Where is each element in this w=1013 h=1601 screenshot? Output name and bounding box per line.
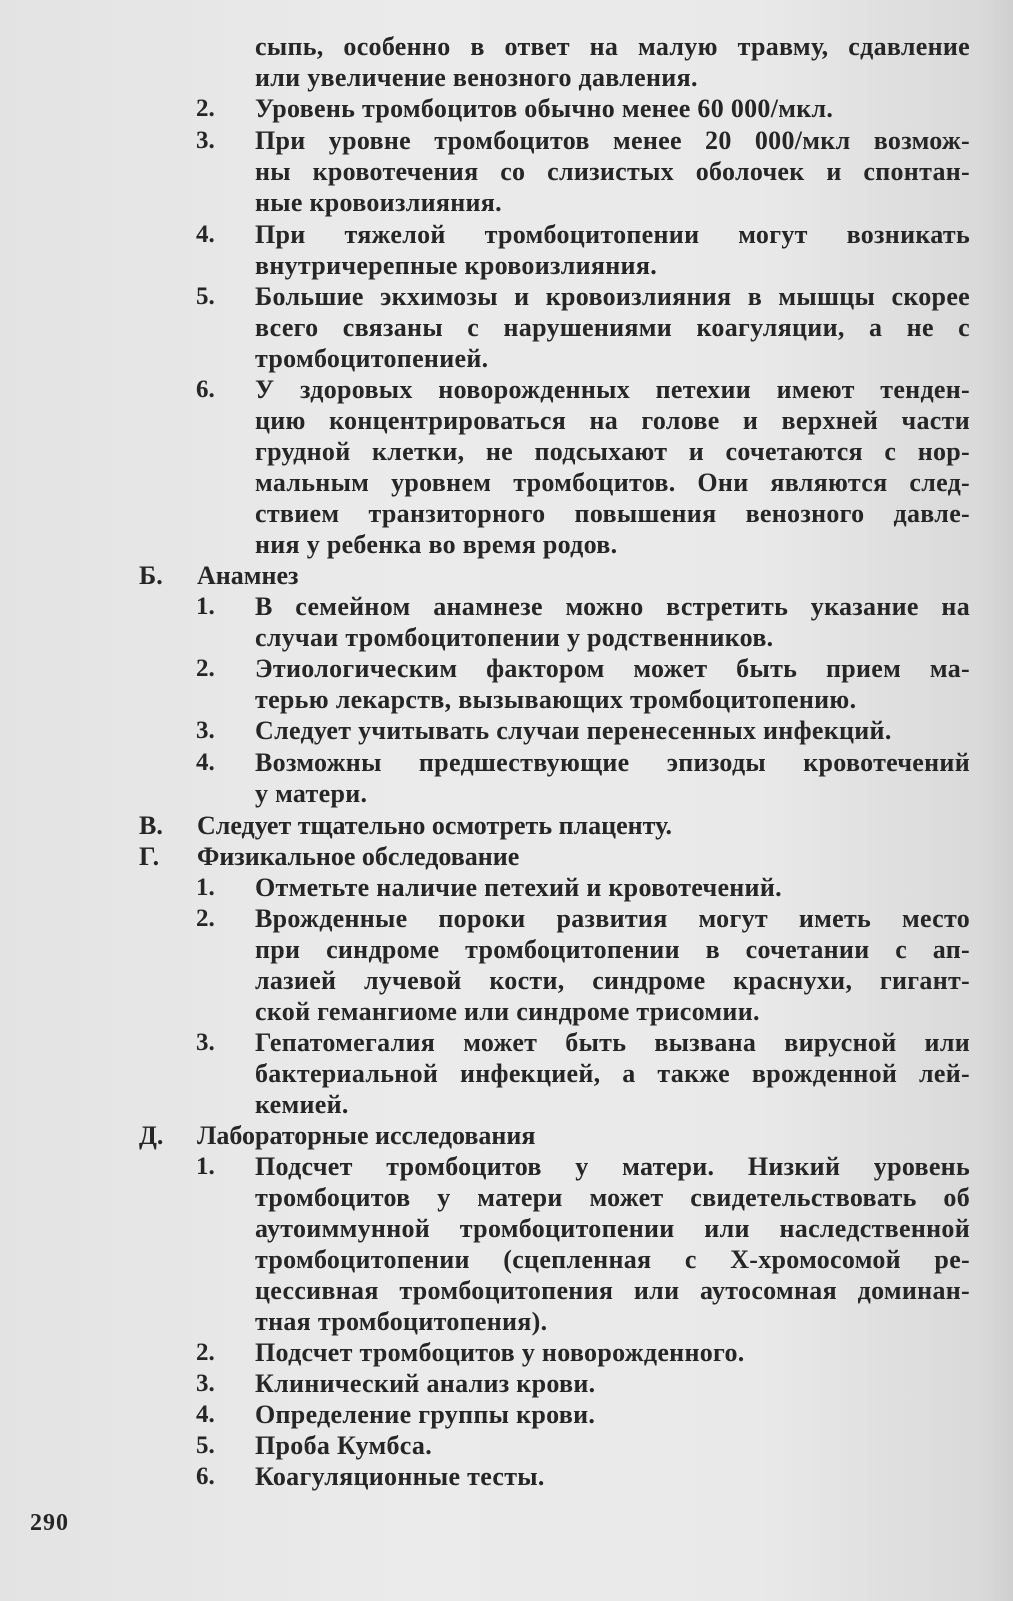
text-line: У здоровых новорожденных петехии имеют тенден- <box>255 375 970 404</box>
text-line: лазией лучевой кости, синдроме краснухи, гигант- <box>255 966 970 995</box>
list-item <box>0 747 1013 809</box>
text-line: ны кровотечения со слизистых оболочек и спонтан- <box>255 157 970 186</box>
text-line: Гепатомегалия может быть вызвана вирусной или <box>255 1028 970 1057</box>
text-line: грудной клетки, не подсыхают и сочетаются с нор- <box>255 437 970 466</box>
list-item <box>0 281 1013 374</box>
section-heading <box>0 841 1013 872</box>
item-number: 3. <box>196 1370 215 1397</box>
section-heading <box>0 560 1013 591</box>
list-item <box>0 715 1013 746</box>
list-item <box>0 374 1013 560</box>
text-line: бактериальной инфекцией, а также врожденной лей- <box>255 1059 970 1088</box>
text-line: При уровне тромбоцитов менее 20 000/мкл возмож- <box>255 126 970 155</box>
text-line: сыпь, особенно в ответ на малую травму, сдавление <box>255 32 970 61</box>
list-item <box>0 591 1013 653</box>
list-item <box>0 1430 1013 1461</box>
text-line: всего связаны с нарушениями коагуляции, а не с <box>255 313 970 342</box>
text-line: Уровень тромбоцитов обычно менее 60 000/мкл. <box>255 94 834 123</box>
text-line: ствием транзиторного повышения венозного давле- <box>255 499 970 528</box>
section-heading <box>0 810 1013 841</box>
item-number: 3. <box>196 717 215 744</box>
text-line: случаи тромбоцитопении у родственников. <box>255 623 774 652</box>
text-line: кемией. <box>255 1090 349 1119</box>
text-line: В семейном анамнезе можно встретить указание на <box>255 592 970 621</box>
text-line: тная тромбоцитопения). <box>255 1307 548 1336</box>
item-number: 2. <box>196 1339 215 1366</box>
list-item <box>0 1368 1013 1399</box>
item-number: 1. <box>196 1153 215 1180</box>
text-line: Врожденные пороки развития могут иметь место <box>255 904 970 933</box>
text-line: Большие экхимозы и кровоизлияния в мышцы скорее <box>255 282 970 311</box>
section-letter: Г. <box>139 842 160 871</box>
text-line: Следует учитывать случаи перенесенных инфекций. <box>255 716 892 745</box>
text-line: при синдроме тромбоцитопении в сочетании с ап- <box>255 935 970 964</box>
text-line: ской гемангиоме или синдроме трисомии. <box>255 997 760 1026</box>
list-item <box>0 125 1013 218</box>
list-item <box>0 1337 1013 1368</box>
text-line: Коагуляционные тесты. <box>255 1462 545 1491</box>
item-number: 2. <box>196 95 215 122</box>
list-item <box>0 1151 1013 1337</box>
text-line: терью лекарств, вызывающих тромбоцитопению. <box>255 685 857 714</box>
list-item <box>0 903 1013 1027</box>
item-number: 1. <box>196 593 215 620</box>
list-item <box>0 1461 1013 1492</box>
item-number: 5. <box>196 283 215 310</box>
list-item <box>0 1027 1013 1120</box>
text-line: Подсчет тромбоцитов у новорожденного. <box>255 1338 745 1367</box>
list-item <box>0 219 1013 281</box>
item-number: 1. <box>196 874 215 901</box>
item-number: 4. <box>196 749 215 776</box>
text-line: Возможны предшествующие эпизоды кровотечений <box>255 748 970 777</box>
page-number: 290 <box>30 1510 69 1536</box>
text-line: цессивная тромбоцитопения или аутосомная доминан- <box>255 1276 970 1305</box>
text-line: Подсчет тромбоцитов у матери. Низкий уровень <box>255 1152 970 1181</box>
text-line: тромбоцитопении (сцепленная с Х-хромосомой ре- <box>255 1245 970 1274</box>
item-number: 3. <box>196 1029 215 1056</box>
item-number: 5. <box>196 1432 215 1459</box>
item-number: 2. <box>196 905 215 932</box>
list-item <box>0 1399 1013 1430</box>
section-title: Следует тщательно осмотреть плаценту. <box>197 811 672 840</box>
text-line: Этиологическим фактором может быть прием ма- <box>255 654 970 683</box>
text-line: ния у ребенка во время родов. <box>255 530 618 559</box>
list-item <box>0 93 1013 124</box>
item-number: 2. <box>196 655 215 682</box>
text-line: При тяжелой тромбоцитопении могут возникать <box>255 220 970 249</box>
section-letter: Б. <box>139 561 163 590</box>
section-title: Анамнез <box>197 561 299 590</box>
list-item <box>0 653 1013 715</box>
item-number: 3. <box>196 127 215 154</box>
section-letter: В. <box>139 811 163 840</box>
text-line: Проба Кумбса. <box>255 1431 433 1460</box>
text-line: тромбоцитов у матери может свидетельствовать об <box>255 1183 970 1212</box>
item-number: 4. <box>196 221 215 248</box>
text-line: Отметьте наличие петехий и кровотечений. <box>255 873 782 902</box>
text-line: цию концентрироваться на голове и верхней части <box>255 406 970 435</box>
text-line: внутричерепные кровоизлияния. <box>255 251 658 280</box>
section-title: Физикальное обследование <box>197 842 520 871</box>
text-line: мальным уровнем тромбоцитов. Они являются след- <box>255 468 970 497</box>
item-number: 4. <box>196 1401 215 1428</box>
list-item <box>0 872 1013 903</box>
text-line: у матери. <box>255 779 368 808</box>
text-line: Клинический анализ крови. <box>255 1369 596 1398</box>
text-line: или увеличение венозного давления. <box>255 63 698 92</box>
text-line: тромбоцитопенией. <box>255 344 489 373</box>
item-number: 6. <box>196 1463 215 1490</box>
text-line: Определение группы крови. <box>255 1400 596 1429</box>
section-heading <box>0 1120 1013 1151</box>
item-number: 6. <box>196 376 215 403</box>
text-line: ные кровоизлияния. <box>255 188 502 217</box>
section-title: Лабораторные исследования <box>197 1121 536 1150</box>
text-line: аутоиммунной тромбоцитопении или наследственной <box>255 1214 970 1243</box>
list-continuation <box>0 31 1013 93</box>
section-letter: Д. <box>139 1121 164 1150</box>
